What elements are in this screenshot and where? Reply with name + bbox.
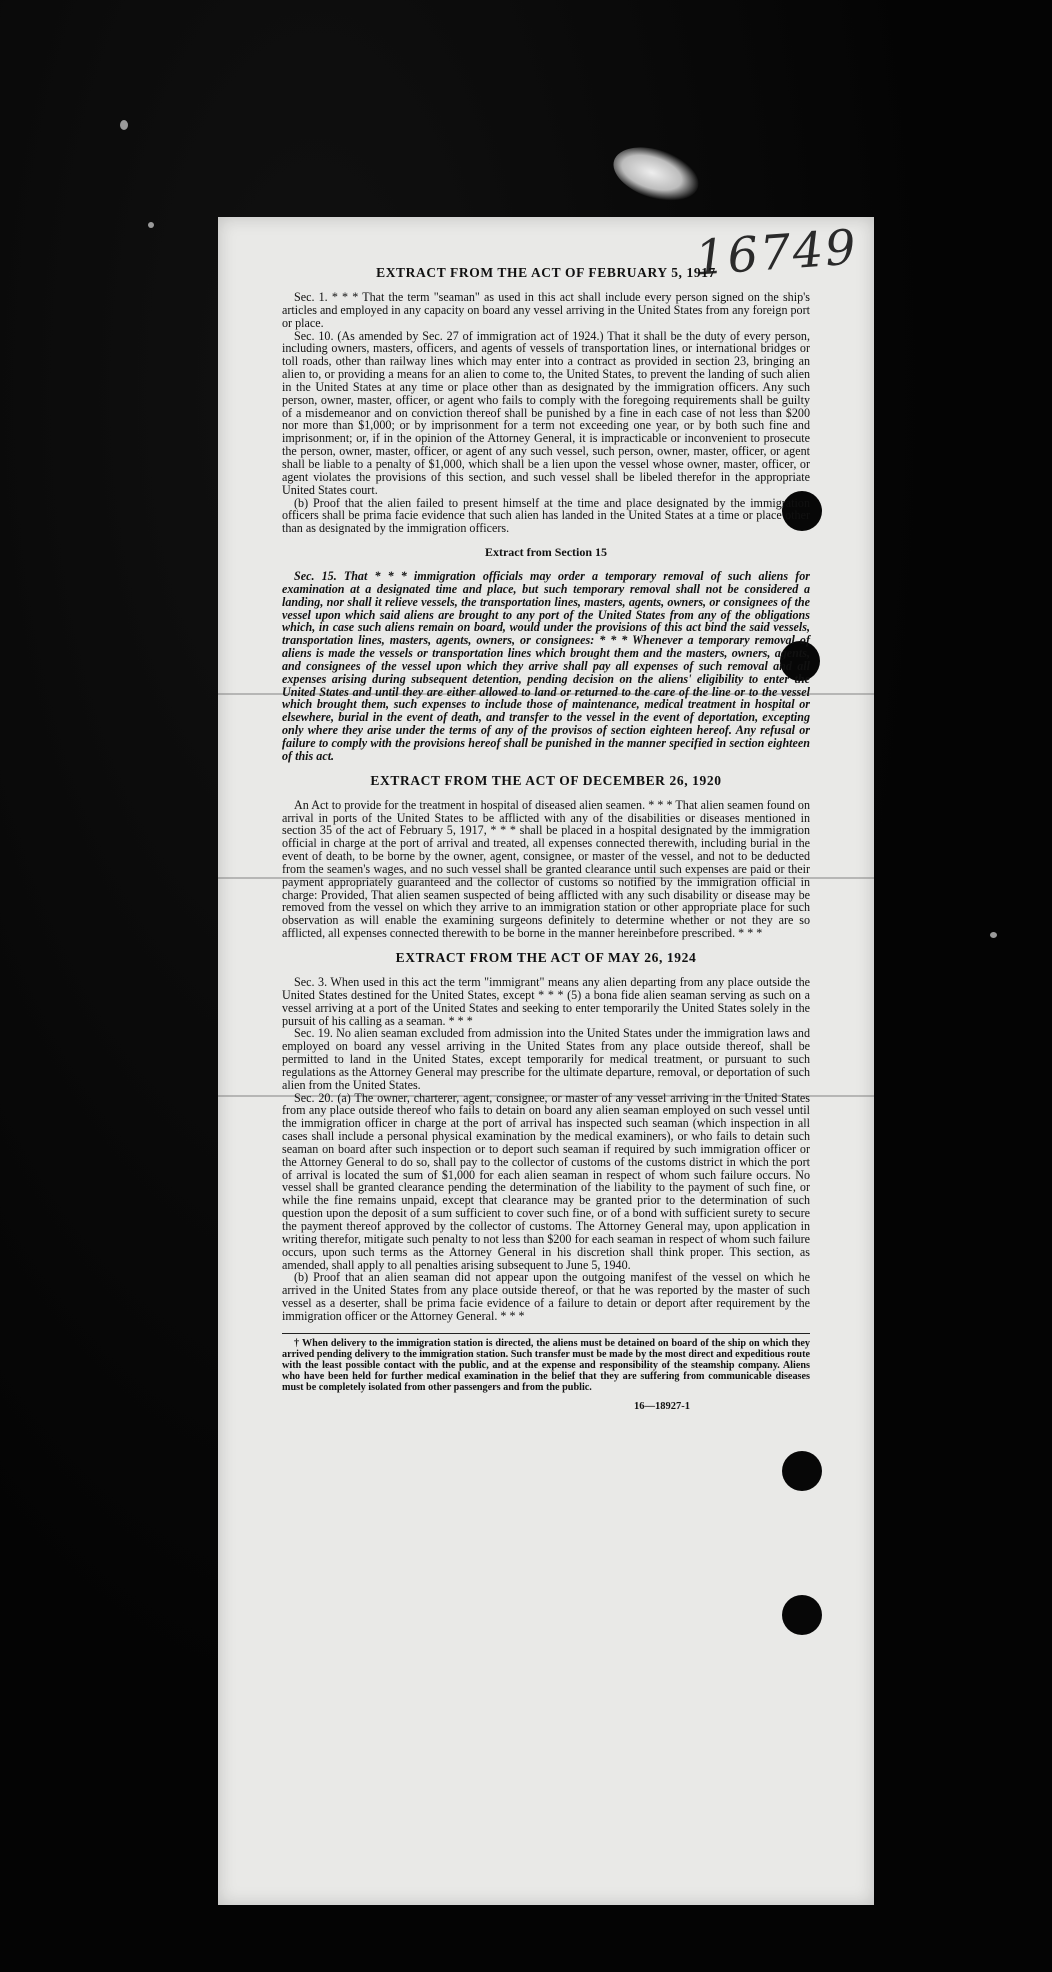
document-page [218,217,874,1905]
punch-hole [782,1451,822,1491]
section-3-paragraph: Sec. 3. When used in this act the term "immigrant" means any alien departing from any place outside the United States destined for the United States, except * * * (5) a bona fide alien seaman serving as such on a vessel arriving at a port of the United States and seeking to enter temporarily the United States solely in the pursuit of his calling as a seaman. * * * [282,974,810,1028]
section-10-paragraph: Sec. 10. (As amended by Sec. 27 of immigration act of 1924.) That it shall be the duty of every person, including owners, masters, officers, and agents of vessels of transportation lines, or international bridges or toll roads, other than railway lines which may enter into a contract as provided in section 23, bringing an alien to, or providing a means for an alien to come to, the United States, to prevent the landing of such alien in the United States at any time or place other than as designated by the immigration officers. Any such person, owner, master, officer, or agent who fails to comply with the foregoing requirements shall be guilty of a misdemeanor and on conviction thereof shall be punished by a fine in each case of not less than $200 nor more than $1,000; or by imprisonment for a term not exceeding one year, or by both such fine and imprisonment; or, if in the opinion of the Attorney General, it is impracticable or inconvenient to prosecute the person, owner, master, officer, or agent of any such vessel, such person, owner, master, officer, or agent shall be liable to a penalty of $1,000, which shall be a lien upon the vessel whose owner, master, officer, or agent violates the provisions of this section, and such vessel shall be libeled therefor in the appropriate United States court. [282,328,810,497]
heading-act-1924: EXTRACT FROM THE ACT OF MAY 26, 1924 [395,949,697,965]
section-19-paragraph: Sec. 19. No alien seaman excluded from admission into the United States under the immigration laws and employed on board any vessel arriving in the United States from any place outside thereof, shall be permitted to land in the United States, except temporarily for medical treatment, or pursuant to such regulations as the Attorney General may prescribe for the ultimate departure, removal, or deportation of such alien from the United States. [282,1026,810,1092]
heading-section-15: Extract from Section 15 [484,545,608,560]
footnote: † When delivery to the immigration station is directed, the aliens must be detained on board of the ship on which they arrived pending delivery to the immigration station. Such transfer must be made by the most direct and expeditious route with the least possible contact with the public, and at the expense and responsibility of the steamship company. Aliens who have been held for further medical examination in the belief that they are suffering from communicable diseases must be completely isolated from other passengers and from the public. [282,1337,810,1393]
heading-act-1920: EXTRACT FROM THE ACT OF DECEMBER 26, 1920 [370,772,722,788]
section-20-b-paragraph: (b) Proof that an alien seaman did not appear upon the outgoing manifest of the vessel on which he arrived in the United States from any place outside thereof, or that he was reported by the master of such vessel as a deserter, shall be prima facie evidence of a failure to detain or deport after requirement by the immigration officer or the Attorney General. * * * [282,1270,810,1323]
handwritten-number: 16749 [693,219,860,287]
dust-speck [120,120,128,130]
section-20-paragraph: Sec. 20. (a) The owner, charterer, agent, consignee, or master of any vessel arriving in the United States from any place outside thereof who fails to detain on board any alien seaman employed on such vessel until the immigration officer in charge at the port of arrival has inspected such seaman (which inspection in all cases shall include a personal physical examination by the medical examiners), or who fails to detain such seaman on board after such inspection or to deport such seaman if required by such immigration officer or the Attorney General to do so, shall pay to the collector of customs of the customs district in which the port of arrival is located the sum of $1,000 for each alien seaman in respect of whom such failure occurs. No vessel shall be granted clearance pending the determination of the liability to the payment of such fine, or while the fine remains unpaid, except that clearance may be granted prior to the determination of such question upon the deposit of a sum sufficient to cover such fine, or of a bond with sufficient surety to secure the payment thereof approved by the collector of customs. The Attorney General may, upon application in writing therefor, mitigate such penalty to not less than $200 for each seaman in respect of whom such failure occurs, upon such terms as the Attorney General in his discretion shall think proper. This section, as amended, shall apply to all penalties arising subsequent to June 5, 1940. [282,1090,810,1272]
punch-hole [782,1595,822,1635]
footnote-divider [282,1333,810,1334]
act-1920-paragraph: An Act to provide for the treatment in hospital of diseased alien seamen. * * * That alien seamen found on arrival in ports of the United States to be afflicted with any of the disabilities or diseases mentioned in section 35 of the act of February 5, 1917, * * * shall be placed in a hospital designated by the immigration official in charge at the port of arrival and treated, all expenses connected therewith, including burial in the event of death, to be borne by the owner, agent, consignee, or master of the vessel, and not to be deducted from the seamen's wages, and no such vessel shall be granted clearance until such expenses are paid or their payment appropriately guaranteed and the collector of customs so notified by the immigration official in charge: Provided, That alien seamen suspected of being afflicted with any such disability or disease may be removed from the vessel on which they arrive to an immigration station or other appropriate place for such observation as will enable the examining surgeons definitely to determine whether or not they are so afflicted, all expenses connected therewith to be borne in the manner hereinbefore prescribed. * * * [282,797,810,941]
section-15-paragraph: Sec. 15. That * * * immigration officials may order a temporary removal of such aliens for examination at a designated time and place, but such temporary removal shall not be considered a landing, nor shall it relieve vessels, the transportation lines, masters, agents, owners, or consignees of the vessel upon which said aliens are brought to any port of the United States from any of the obligations which, in case such aliens remain on board, would under the provisions of this act bind the said vessels, transportation lines, masters, agents, owners, or consignees: * * * Whenever a temporary removal of aliens is made the vessels or transportation lines which brought them and the masters, owners, agents, and consignees of the vessel upon which they arrive shall pay all expenses of such removal and all expenses arising during subsequent detention, pending decision on the aliens' eligibility to enter the United States and until they are either allowed to land or returned to the care of the line or to the vessel which brought them, such expenses to include those of maintenance, medical treatment in hospital or elsewhere, burial in the event of death, and transfer to the vessel in the event of deportation, excepting only where they arise under the terms of any of the provisos of section eighteen hereof. Any refusal or failure to comply with the provisions hereof shall be punished in the manner specified in section eighteen of this act. [282,569,810,763]
section-1-paragraph: Sec. 1. * * * That the term "seaman" as used in this act shall include every person signed on the ship's articles and employed in any capacity on board any vessel arriving in the United States from any foreign port or place. [282,290,810,330]
section-10-b-paragraph: (b) Proof that the alien failed to present himself at the time and place designated by the immigration officers shall be prima facie evidence that such alien has landed in the United States at a time or place other than as designated by the immigration officers. [282,495,810,536]
heading-act-1917: EXTRACT FROM THE ACT OF FEBRUARY 5, 1917 [376,265,716,280]
document-body [282,265,810,1412]
dust-speck [990,932,997,938]
dust-speck [148,222,154,228]
form-code: 16—18927-1 [634,1400,690,1412]
